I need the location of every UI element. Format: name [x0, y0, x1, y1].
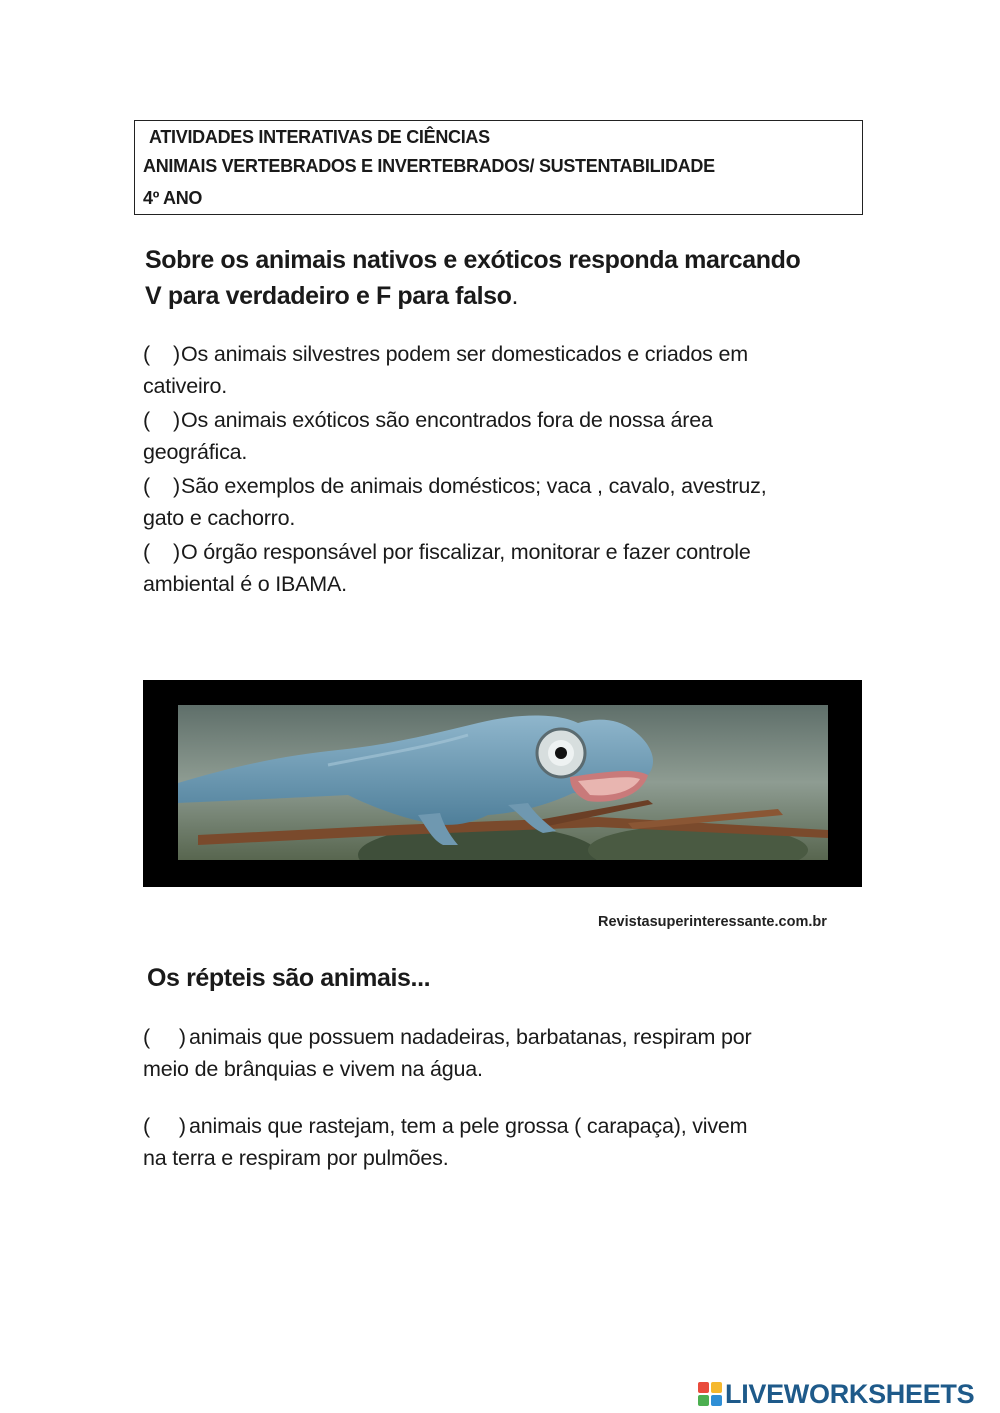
item-text-line2: na terra e respiram por pulmões.: [143, 1146, 449, 1170]
item-text-line2: gato e cachorro.: [143, 506, 296, 530]
header-grade: 4º ANO: [143, 188, 203, 208]
question1-title: [145, 242, 865, 314]
question2-title: Os répteis são animais...: [147, 964, 431, 992]
header-activity-title: ATIVIDADES INTERATIVAS DE CIÊNCIAS: [149, 127, 490, 147]
item-text-line1: Os animais exóticos são encontrados fora de nossa área: [181, 408, 713, 432]
question2-item-2: [143, 1110, 863, 1174]
image-credit: Revistasuperinteressante.com.br: [598, 914, 827, 930]
item-text-line1: animais que possuem nadadeiras, barbatanas, respiram por: [189, 1025, 752, 1049]
header-box: [134, 120, 863, 215]
header-topic: ANIMAIS VERTEBRADOS E INVERTEBRADOS/ SUSTENTABILIDADE: [143, 156, 715, 176]
liveworksheets-brand[interactable]: [697, 1378, 974, 1410]
answer-blank[interactable]: ( ): [143, 540, 181, 564]
item-text-line1: Os animais silvestres podem ser domesticados e criados em: [181, 342, 748, 366]
question1-item-4: [143, 536, 863, 600]
question1-title-line1: Sobre os animais nativos e exóticos responda marcando: [145, 246, 801, 274]
question1-title-period: .: [511, 282, 519, 310]
item-text-line1: São exemplos de animais domésticos; vaca , cavalo, avestruz,: [181, 474, 767, 498]
answer-blank[interactable]: ( ): [143, 1114, 186, 1138]
chameleon-illustration: [178, 705, 828, 860]
answer-blank[interactable]: ( ): [143, 342, 181, 366]
item-text-line2: ambiental é o IBAMA.: [143, 572, 347, 596]
item-text-line2: meio de brânquias e vivem na água.: [143, 1057, 483, 1081]
question2-item-1: [143, 1021, 863, 1085]
item-text-line1: O órgão responsável por fiscalizar, monitorar e fazer controle: [181, 540, 751, 564]
answer-blank[interactable]: ( ): [143, 1025, 186, 1049]
question1-title-line2: V para verdadeiro e F para falso: [145, 282, 512, 310]
chameleon-photo-frame: [143, 680, 862, 887]
item-text-line1: animais que rastejam, tem a pele grossa ( carapaça), vivem: [189, 1114, 748, 1138]
question1-item-1: [143, 338, 863, 402]
item-text-line2: geográfica.: [143, 440, 248, 464]
item-text-line2: cativeiro.: [143, 374, 228, 398]
answer-blank[interactable]: ( ): [143, 474, 181, 498]
question1-item-2: [143, 404, 863, 468]
chameleon-photo: [178, 705, 828, 860]
liveworksheets-logo-icon: [697, 1381, 723, 1407]
question1-item-3: [143, 470, 863, 534]
answer-blank[interactable]: ( ): [143, 408, 181, 432]
brand-name: LIVEWORKSHEETS: [725, 1378, 975, 1409]
